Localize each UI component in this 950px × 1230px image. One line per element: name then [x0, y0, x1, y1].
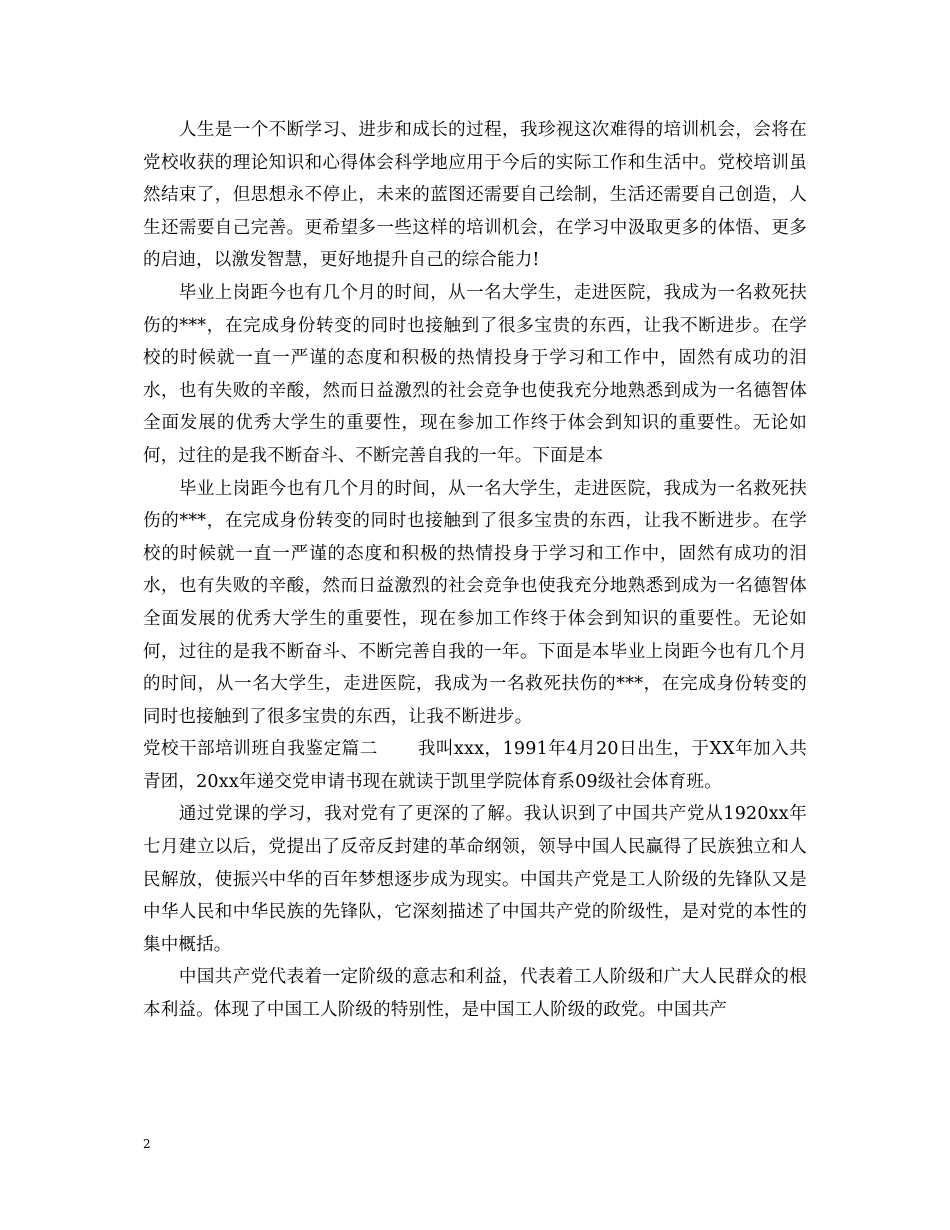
section-intro-text: 我叫xxx，1991年4月20日出生，于XX年加入共青团，20xx年递交党申请书现在就读于凯里学院体育系09级社会体育班。: [143, 739, 807, 792]
section-intro: [143, 733, 807, 798]
paragraph-party-history: 通过党课的学习，我对党有了更深的了解。我认识到了中国共产党从1920xx年七月建立以后，党提出了反帝反封建的革命纲领，领导中国人民赢得了民族独立和人民解放，使振兴中华的百年梦想逐步成为现实。中国共产党是工人阶级的先锋队又是中华人民和中华民族的先锋队，它深刻描述了中国共产党的阶级性，是对党的本性的集中概括。: [143, 804, 807, 955]
paragraph-graduation-repeat: 毕业上岗距今也有几个月的时间，从一名大学生，走进医院，我成为一名救死扶伤的***，在完成身份转变的同时也接触到了很多宝贵的东西，让我不断进步。在学校的时候就一直一严谨的态度和积极的热情投身于学习和工作中，固然有成功的泪水，也有失败的辛酸，然而日益激烈的社会竞争也使我充分地熟悉到成为一名德智体全面发展的优秀大学生的重要性，现在参加工作终于体会到知识的重要性。无论如何，过往的是我不断奋斗、不断完善自我的一年。下面是本毕业上岗距今也有几个月的时间，从一名大学生，走进医院，我成为一名救死扶伤的***，在完成身份转变的同时也接触到了很多宝贵的东西，让我不断进步。: [143, 478, 807, 727]
document-body: [143, 114, 807, 1027]
paragraph-graduation-first: 毕业上岗距今也有几个月的时间，从一名大学生，走进医院，我成为一名救死扶伤的***，在完成身份转变的同时也接触到了很多宝贵的东西，让我不断进步。在学校的时候就一直一严谨的态度和积极的热情投身于学习和工作中，固然有成功的泪水，也有失败的辛酸，然而日益激烈的社会竞争也使我充分地熟悉到成为一名德智体全面发展的优秀大学生的重要性，现在参加工作终于体会到知识的重要性。无论如何，过往的是我不断奋斗、不断完善自我的一年。下面是本: [143, 282, 807, 466]
section-title: 党校干部培训班自我鉴定篇二: [143, 739, 378, 760]
paragraph-training-reflection: 人生是一个不断学习、进步和成长的过程，我珍视这次难得的培训机会，会将在党校收获的理论知识和心得体会科学地应用于今后的实际工作和生活中。党校培训虽然结束了，但思想永不停止，未来的蓝图还需要自己绘制，生活还需要自己创造，人生还需要自己完善。更希望多一些这样的培训机会，在学习中汲取更多的体悟、更多的启迪，以激发智慧，更好地提升自己的综合能力!: [143, 120, 807, 271]
page-number: 2: [143, 1137, 151, 1151]
paragraph-party-interests: 中国共产党代表着一定阶级的意志和利益，代表着工人阶级和广大人民群众的根本利益。体现了中国工人阶级的特别性，是中国工人阶级的政党。中国共产: [143, 967, 807, 1021]
